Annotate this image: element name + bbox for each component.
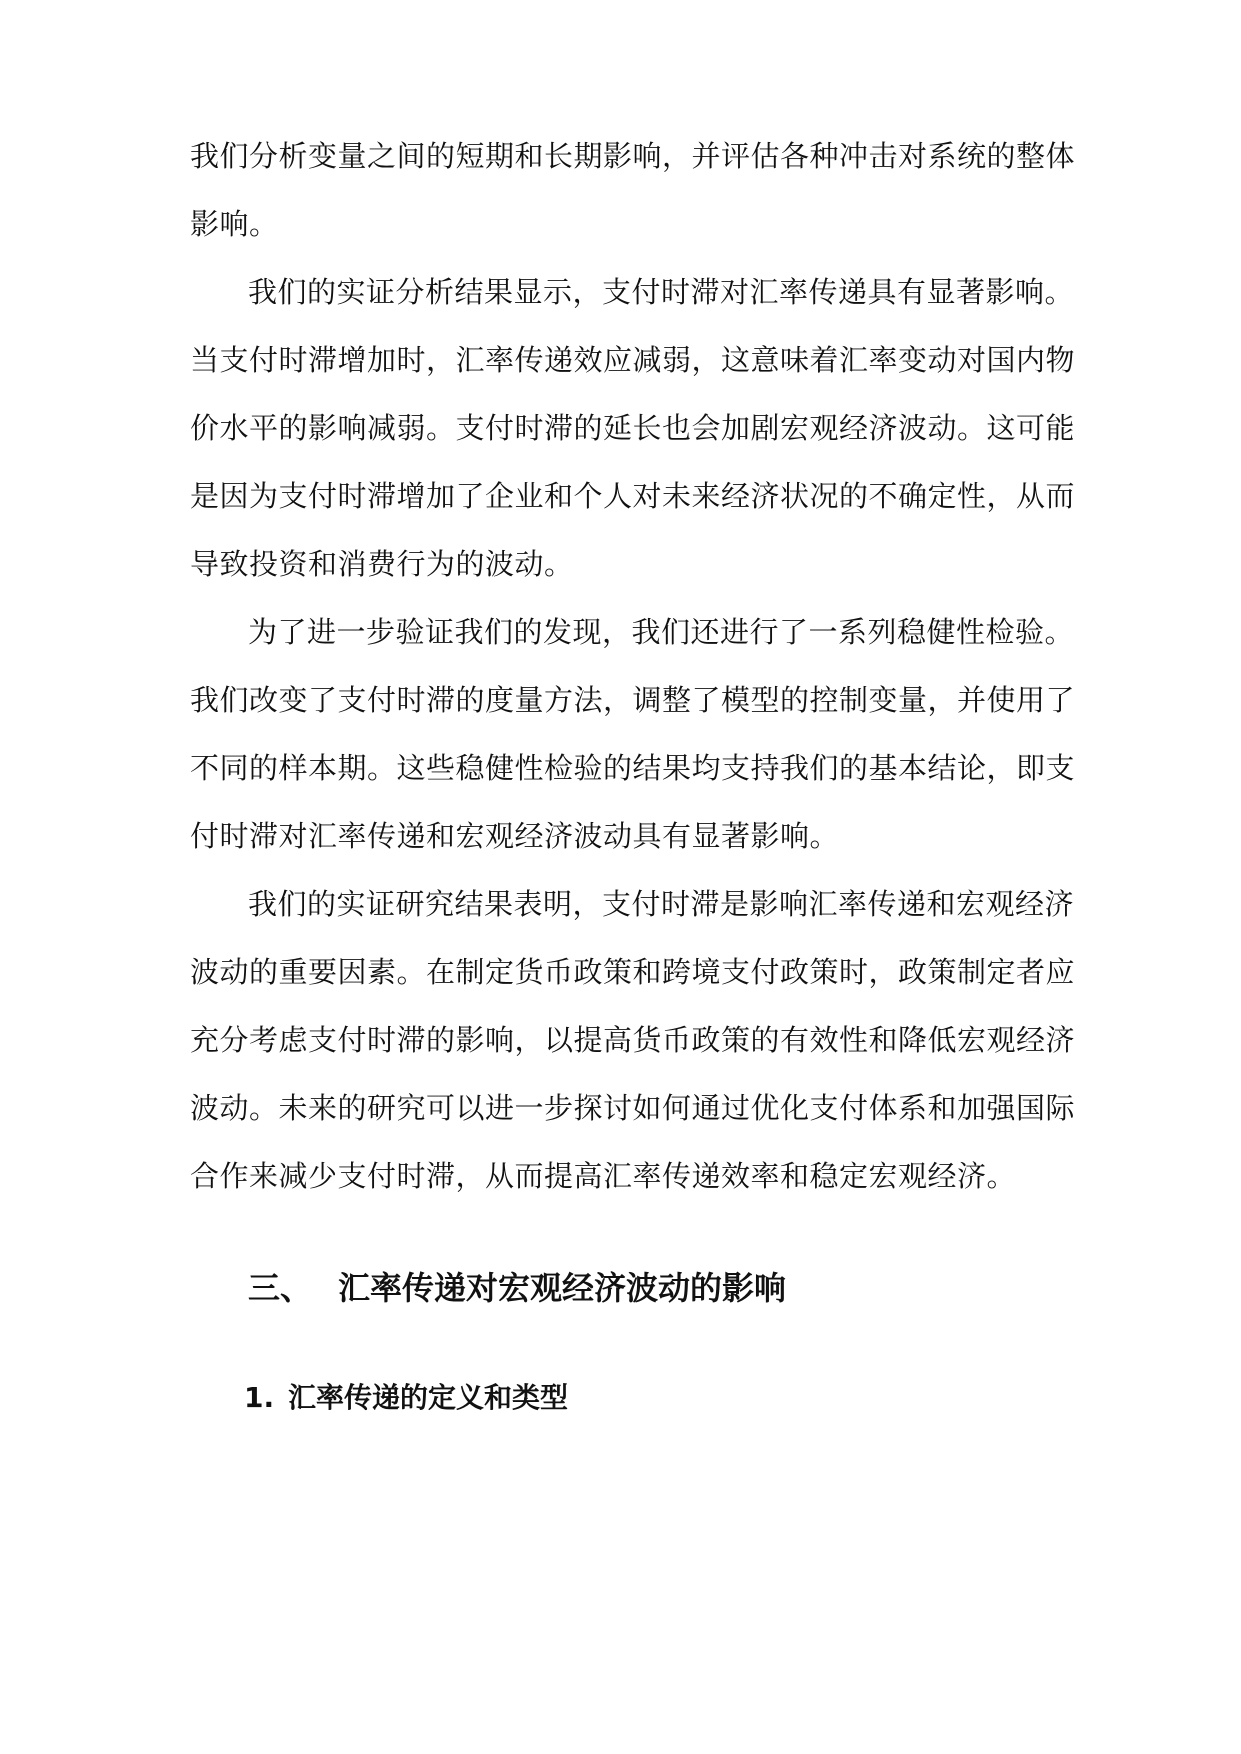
- paragraph-line: 充分考虑支付时滞的影响，以提高货币政策的有效性和降低宏观经济: [190, 1023, 1076, 1057]
- subsection-heading: [244, 1378, 568, 1418]
- paragraph-line: 为了进一步验证我们的发现，我们还进行了一系列稳健性检验。: [248, 615, 1075, 649]
- paragraph-line: 付时滞对汇率传递和宏观经济波动具有显著影响。: [190, 819, 840, 853]
- paragraph-line: 价水平的影响减弱。支付时滞的延长也会加剧宏观经济波动。这可能: [190, 411, 1076, 445]
- paragraph-line: 波动。未来的研究可以进一步探讨如何通过优化支付体系和加强国际: [190, 1091, 1076, 1125]
- subsection-title: 汇率传递的定义和类型: [288, 1381, 569, 1414]
- subsection-number: 1.: [244, 1381, 275, 1414]
- paragraph-line: 我们的实证研究结果表明，支付时滞是影响汇率传递和宏观经济: [248, 887, 1075, 921]
- paragraph-line: 波动的重要因素。在制定货币政策和跨境支付政策时，政策制定者应: [190, 955, 1076, 989]
- paragraph-line: 我们的实证分析结果显示，支付时滞对汇率传递具有显著影响。: [248, 275, 1075, 309]
- paragraph-line: 导致投资和消费行为的波动。: [190, 547, 574, 581]
- section-heading: [248, 1266, 786, 1310]
- paragraph-line: 不同的样本期。这些稳健性检验的结果均支持我们的基本结论，即支: [190, 751, 1076, 785]
- paragraph-line: 我们分析变量之间的短期和长期影响，并评估各种冲击对系统的整体: [190, 139, 1076, 173]
- section-number: 三、: [248, 1269, 313, 1307]
- paragraph-line: 影响。: [190, 207, 279, 241]
- paragraph-line: 当支付时滞增加时，汇率传递效应减弱，这意味着汇率变动对国内物: [190, 343, 1076, 377]
- paragraph-line: 合作来减少支付时滞，从而提高汇率传递效率和稳定宏观经济。: [190, 1159, 1017, 1193]
- paragraph-line: 是因为支付时滞增加了企业和个人对未来经济状况的不确定性，从而: [190, 479, 1076, 513]
- paragraph-line: 我们改变了支付时滞的度量方法，调整了模型的控制变量，并使用了: [190, 683, 1076, 717]
- section-title: 汇率传递对宏观经济波动的影响: [338, 1269, 787, 1307]
